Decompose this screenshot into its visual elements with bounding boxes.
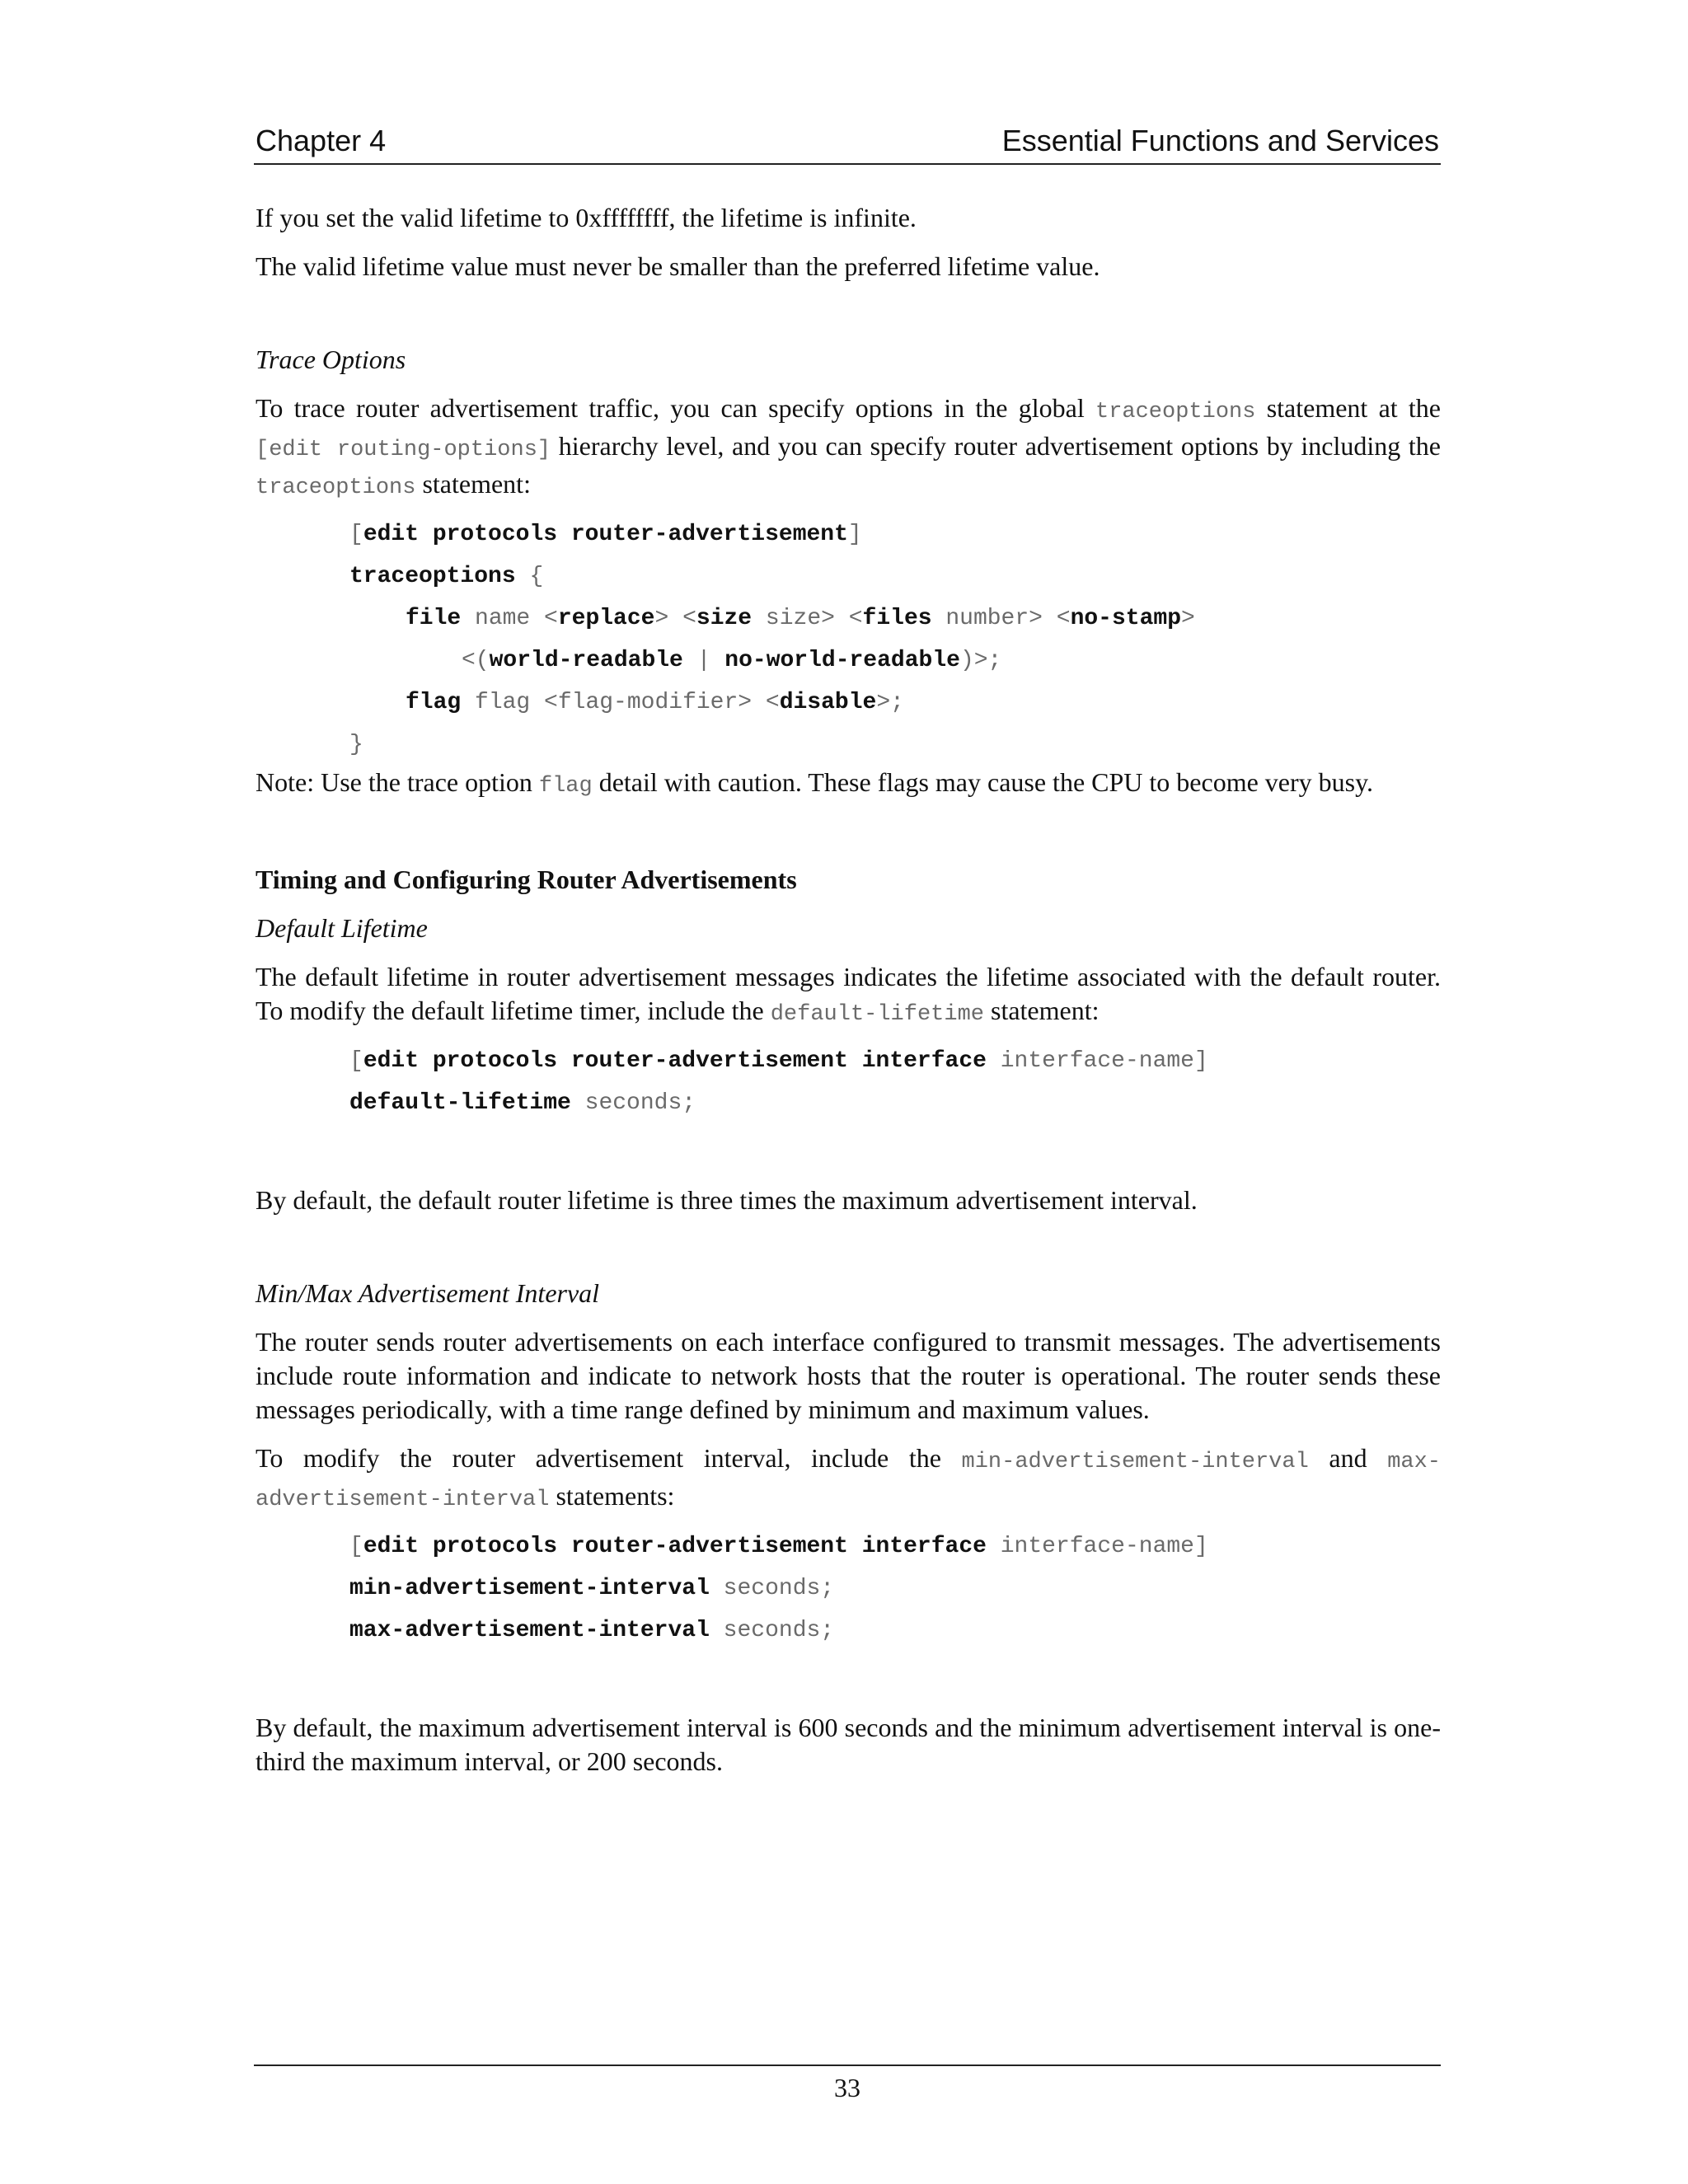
inline-code: max-advertisement-interval	[256, 1450, 1442, 1512]
paragraph-modify-interval: To modify the router advertisement interval, include the min-advertisement-interval and max-advertisement-interval statements:	[256, 1443, 1442, 1512]
subheading-adv-interval: Min/Max Advertisement Interval	[256, 1278, 600, 1308]
code-block-traceoptions	[256, 513, 1441, 766]
code-line: default-lifetime seconds;	[349, 1090, 696, 1116]
code-block-adv-interval	[256, 1526, 1441, 1652]
page-number: 33	[834, 2073, 860, 2102]
inline-code: traceoptions	[1095, 400, 1256, 424]
inline-code: [edit routing-options]	[256, 438, 551, 462]
inline-code: flag	[538, 774, 593, 799]
paragraph-valid-lifetime: The valid lifetime value must never be smaller than the preferred lifetime value.	[256, 251, 1100, 281]
section-heading-timing: Timing and Configuring Router Advertisements	[256, 865, 797, 894]
inline-code: traceoptions	[256, 476, 416, 500]
paragraph-default-lifetime-note: By default, the default router lifetime is three times the maximum advertisement interval.	[256, 1185, 1198, 1215]
paragraph-default-lifetime: The default lifetime in router advertisement messages indicates the lifetime associated with the default router. To modify the default lifetime timer, include the default-lifetime statement:	[256, 962, 1441, 1027]
paragraph-router-sends: The router sends router advertisements on each interface configured to transmit messages. The advertisements include route information and indicate to network hosts that the router is operational. The router sends these messages periodically, with a time range defined by minimum and maximum values.	[256, 1327, 1441, 1424]
paragraph-interval-defaults: By default, the maximum advertisement interval is 600 seconds and the minimum advertisement interval is one-third the maximum interval, or 200 seconds.	[256, 1713, 1441, 1776]
code-line: <(world-readable | no-world-readable)>;	[462, 648, 1002, 673]
page-header	[254, 117, 1441, 165]
code-line: [edit protocols router-advertisement interface interface-name]	[349, 1048, 1208, 1074]
subheading-default-lifetime: Default Lifetime	[256, 913, 428, 943]
code-block-default-lifetime	[256, 1040, 1441, 1124]
paragraph-trace-note: Note: Use the trace option flag detail with caution. These flags may cause the CPU to become very busy.	[256, 767, 1374, 799]
paragraph-trace-intro: To trace router advertisement traffic, you can specify options in the global traceoptions statement at the [edit routing-options] hierarchy level, and you can specify router advertisement options by including the traceoptions statement:	[256, 393, 1442, 500]
code-line: [edit protocols router-advertisement]	[349, 522, 862, 547]
code-line: }	[349, 732, 363, 757]
code-line: max-advertisement-interval seconds;	[349, 1618, 835, 1643]
code-line: traceoptions {	[349, 564, 544, 589]
code-line: [edit protocols router-advertisement interface interface-name]	[349, 1534, 1208, 1559]
paragraph-infinite-lifetime: If you set the valid lifetime to 0xffffffff, the lifetime is infinite.	[256, 203, 917, 232]
code-line: flag flag <flag-modifier> <disable>;	[406, 690, 904, 715]
page-content	[256, 201, 1441, 1779]
code-line: file name <replace> <size size> <files number> <no-stamp>	[406, 606, 1195, 631]
subheading-trace-options: Trace Options	[256, 344, 406, 374]
inline-code: default-lifetime	[770, 1002, 984, 1027]
code-line: min-advertisement-interval seconds;	[349, 1576, 835, 1601]
chapter-label: Chapter 4	[256, 124, 387, 157]
chapter-title: Essential Functions and Services	[1001, 124, 1439, 157]
inline-code: min-advertisement-interval	[961, 1450, 1309, 1474]
page-footer	[254, 2064, 1441, 2103]
